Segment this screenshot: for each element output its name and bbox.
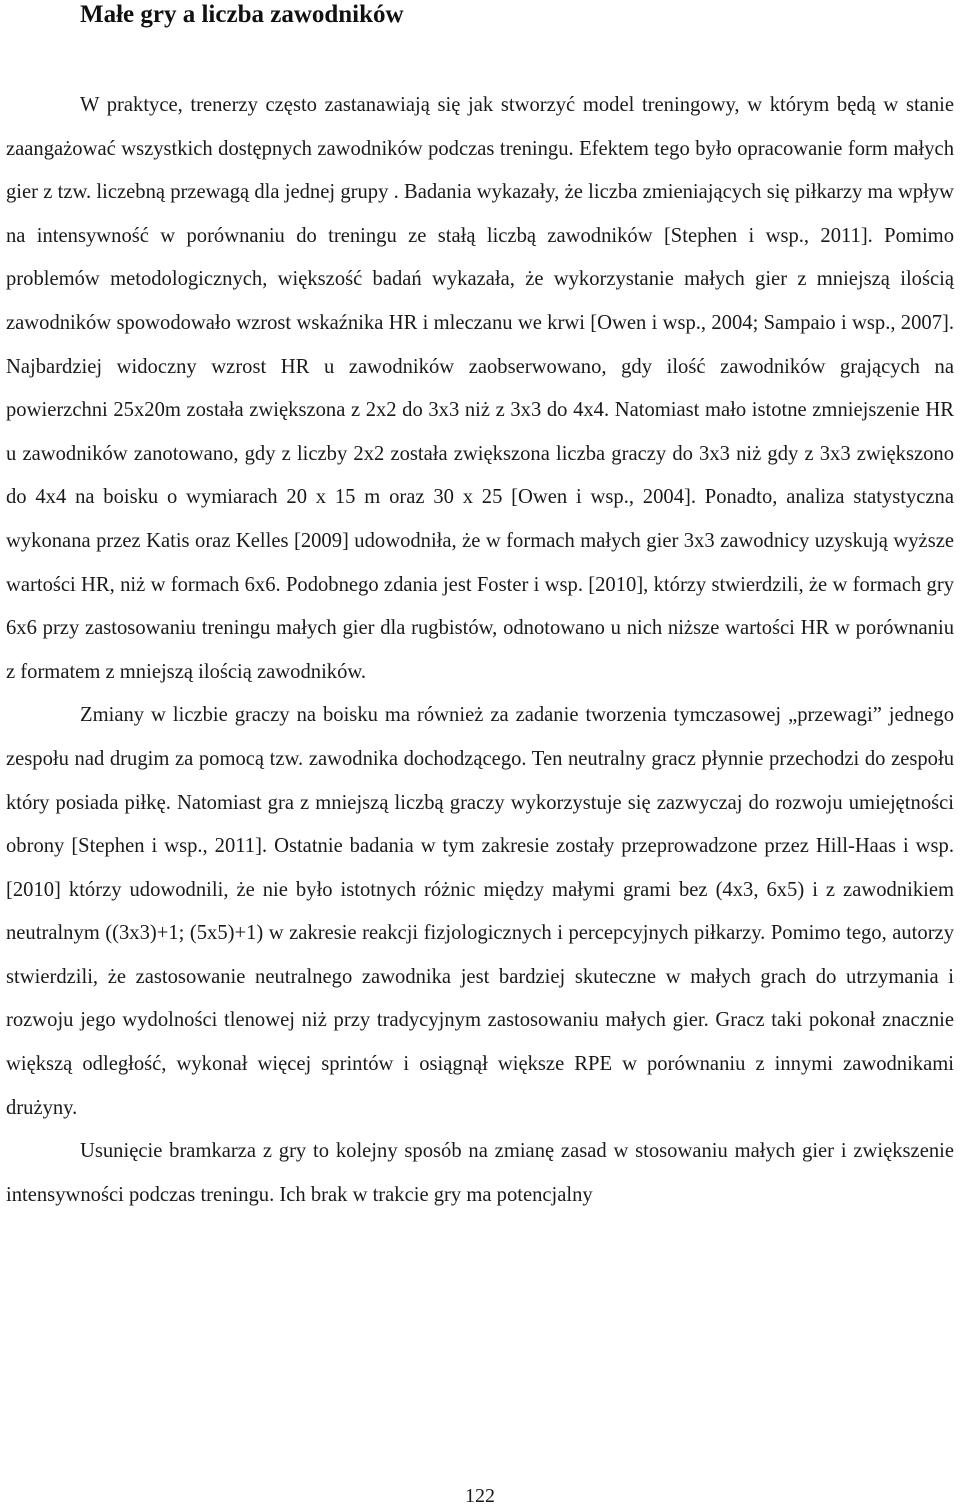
paragraph-3: Usunięcie bramkarza z gry to kolejny sposób na zmianę zasad w stosowaniu małych gier i zwiększenie intensywności podczas treningu. Ich brak w trakcie gry ma potencjalny [6, 1140, 954, 1206]
paragraph-1: W praktyce, trenerzy często zastanawiają się jak stworzyć model treningowy, w którym będą w stanie zaangażować wszystkich dostępnych zawodników podczas treningu. Efektem tego było opracowanie form małych gier z tzw. liczebną przewagą dla jednej grupy . Badania wykazały, że liczba zmieniających się piłkarzy ma wpływ na intensywność w porównaniu do treningu ze stałą liczbą zawodników [Stephen i wsp., 2011]. Pomimo problemów metodologicznych, większość badań wykazała, że wykorzystanie małych gier z mniejszą ilością zawodników spowodowało wzrost wskaźnika HR i mleczanu we krwi [Owen i wsp., 2004; Sampaio i wsp., 2007]. Najbardziej widoczny wzrost HR u zawodników zaobserwowano, gdy ilość zawodników grających na powierzchni 25x20m została zwiększona z 2x2 do 3x3 niż z 3x3 do 4x4. Natomiast mało istotne zmniejszenie HR u zawodników zanotowano, gdy z liczby 2x2 została zwiększona liczba graczy do 3x3 niż gdy z 3x3 zwiększono do 4x4 na boisku o wymiarach 20 x 15 m oraz 30 x 25 [Owen i wsp., 2004]. Ponadto, analiza statystyczna wykonana przez Katis oraz Kelles [2009] udowodniła, że w formach małych gier 3x3 zawodnicy uzyskują wyższe wartości HR, niż w formach 6x6. Podobnego zdania jest Foster i wsp. [2010], którzy stwierdzili, że w formach gry 6x6 przy zastosowaniu treningu małych gier dla rugbistów, odnotowano u nich niższe wartości HR w porównaniu z formatem z mniejszą ilością zawodników. [6, 94, 954, 683]
page-number: 122 [465, 1485, 495, 1507]
section-heading: Małe gry a liczba zawodników [80, 1, 404, 28]
paragraph-2: Zmiany w liczbie graczy na boisku ma również za zadanie tworzenia tymczasowej „przewagi” jednego zespołu nad drugim za pomocą tzw. zawodnika dochodzącego. Ten neutralny gracz płynnie przechodzi do zespołu który posiada piłkę. Natomiast gra z mniejszą liczbą graczy wykorzystuje się zazwyczaj do rozwoju umiejętności obrony [Stephen i wsp., 2011]. Ostatnie badania w tym zakresie zostały przeprowadzone przez Hill-Haas i wsp. [2010] którzy udowodnili, że nie było istotnych różnic między małymi grami bez (4x3, 6x5) i z zawodnikiem neutralnym ((3x3)+1; (5x5)+1) w zakresie reakcji fizjologicznych i percepcyjnych piłkarzy. Pomimo tego, autorzy stwierdzili, że zastosowanie neutralnego zawodnika jest bardziej skuteczne w małych grach do utrzymania i rozwoju jego wydolności tlenowej niż przy tradycyjnym zastosowaniu małych gier. Gracz taki pokonał znacznie większą odległość, wykonał więcej sprintów i osiągnął większe RPE w porównaniu z innymi zawodnikami drużyny. [6, 704, 954, 1119]
body-text [6, 84, 954, 1217]
